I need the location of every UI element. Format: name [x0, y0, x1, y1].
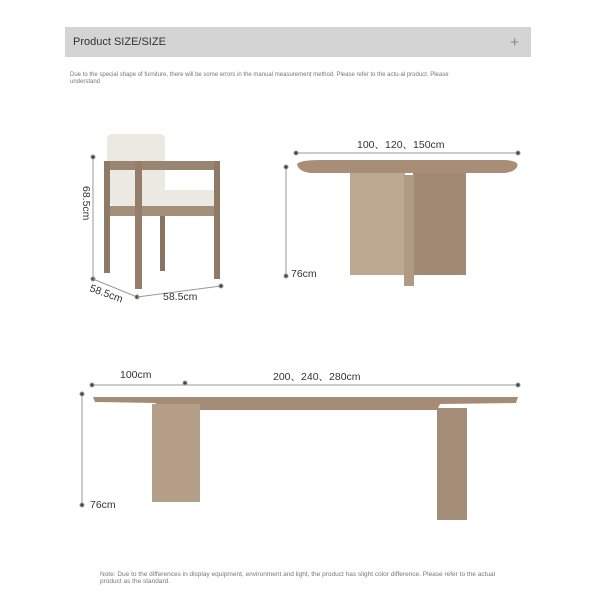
- section-title: Product SIZE/SIZE: [73, 36, 166, 48]
- round-table-height-label: 76cm: [291, 268, 317, 280]
- long-table-length-label: 200、240、280cm: [273, 371, 361, 383]
- chair-illustration: [104, 134, 220, 289]
- measurement-disclaimer: Due to the special shape of furniture, there will be some errors in the manual measurement method. Please refer to the actu-al product. Please understand: [70, 72, 449, 85]
- chair-width-label: 58.5cm: [163, 291, 198, 303]
- chair-depth-label: 58.5cm: [87, 282, 125, 306]
- long-table-illustration: [93, 397, 518, 520]
- long-table-height-label: 76cm: [90, 499, 116, 511]
- chair-height-label: 68.5cm: [80, 186, 92, 221]
- color-disclaimer: Note: Due to the differences in display equipment, environment and light, the product has slight color difference. Please refer to the actual product as the standard.: [100, 571, 496, 585]
- round-table-diameter-label: 100、120、150cm: [357, 139, 445, 151]
- plus-icon[interactable]: +: [510, 33, 519, 51]
- round-table-illustration: [297, 160, 518, 286]
- long-table-depth-label: 100cm: [120, 369, 152, 381]
